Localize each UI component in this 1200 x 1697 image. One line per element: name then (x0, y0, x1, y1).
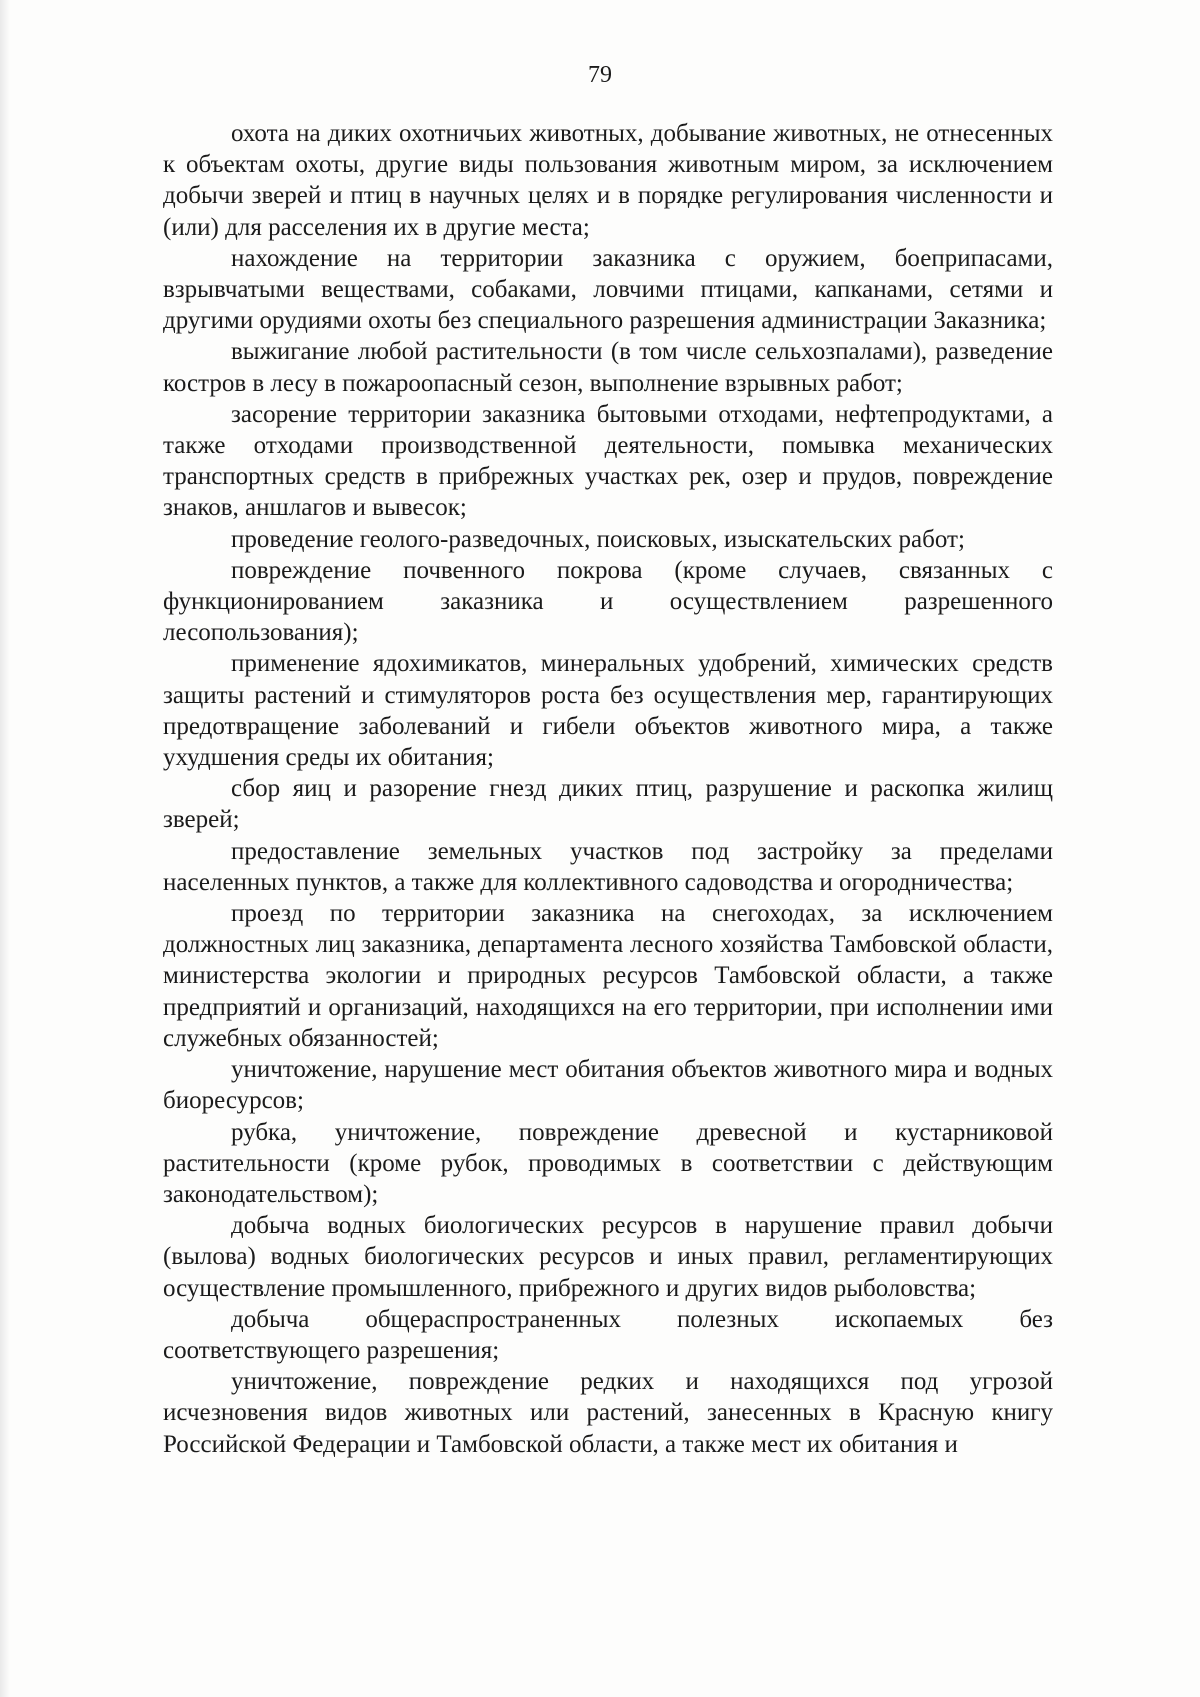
paragraph: применение ядохимикатов, минеральных удобрений, химических средств защиты растений и стимуляторов роста без осуществления мер, гарантирующих предотвращение заболеваний и гибели объектов животного мира, а также ухудшения среды их обитания; (163, 650, 1053, 772)
body-text (163, 118, 1053, 1460)
paragraph: проведение геолого-разведочных, поисковых, изыскательских работ; (231, 525, 965, 553)
paragraph: сбор яиц и разорение гнезд диких птиц, разрушение и раскопка жилищ зверей; (163, 775, 1053, 834)
page-number: 79 (588, 62, 612, 88)
paragraph: предоставление земельных участков под застройку за пределами населенных пунктов, а также для коллективного садоводства и огородничества; (163, 837, 1053, 896)
paragraph: уничтожение, повреждение редких и находящихся под угрозой исчезновения видов животных или растений, занесенных в Красную книгу Российской Федерации и Тамбовской области, а также мест их обитания и (163, 1368, 1053, 1458)
paragraph: добыча общераспространенных полезных ископаемых без соответствующего разрешения; (163, 1305, 1053, 1364)
paragraph: уничтожение, нарушение мест обитания объектов животного мира и водных биоресурсов; (163, 1056, 1053, 1115)
paragraph: проезд по территории заказника на снегоходах, за исключением должностных лиц заказника, департамента лесного хозяйства Тамбовской области, министерства экологии и природных ресурсов Тамбовской области, а также предприятий и организаций, находящихся на его территории, при исполнении ими служебных обязанностей; (163, 900, 1053, 1052)
scan-edge (0, 0, 10, 1697)
paragraph: засорение территории заказника бытовыми отходами, нефтепродуктами, а также отходами производственной деятельности, помывка механических транспортных средств в прибрежных участках рек, озер и прудов, повреждение знаков, аншлагов и вывесок; (163, 400, 1053, 522)
paragraph: рубка, уничтожение, повреждение древесной и кустарниковой растительности (кроме рубок, проводимых в соответствии с действующим законодательством); (163, 1118, 1053, 1208)
paragraph: нахождение на территории заказника с оружием, боеприпасами, взрывчатыми веществами, собаками, ловчими птицами, капканами, сетями и другими орудиями охоты без специального разрешения администрации Заказника; (163, 244, 1053, 335)
paragraph: охота на диких охотничьих животных, добывание животных, не отнесенных к объектам охоты, другие виды пользования животным миром, за исключением добычи зверей и птиц в научных целях и в порядке регулирования численности и (или) для расселения их в другие места; (163, 120, 1053, 241)
paragraph: добыча водных биологических ресурсов в нарушение правил добычи (вылова) водных биологических ресурсов и иных правил, регламентирующих осуществление промышленного, прибрежного и других видов рыболовства; (163, 1212, 1053, 1302)
paragraph: повреждение почвенного покрова (кроме случаев, связанных с функционированием заказника и осуществлением разрешенного лесопользования); (163, 556, 1053, 647)
paragraph: выжигание любой растительности (в том числе сельхозпалами), разведение костров в лесу в пожароопасный сезон, выполнение взрывных работ; (163, 338, 1053, 397)
